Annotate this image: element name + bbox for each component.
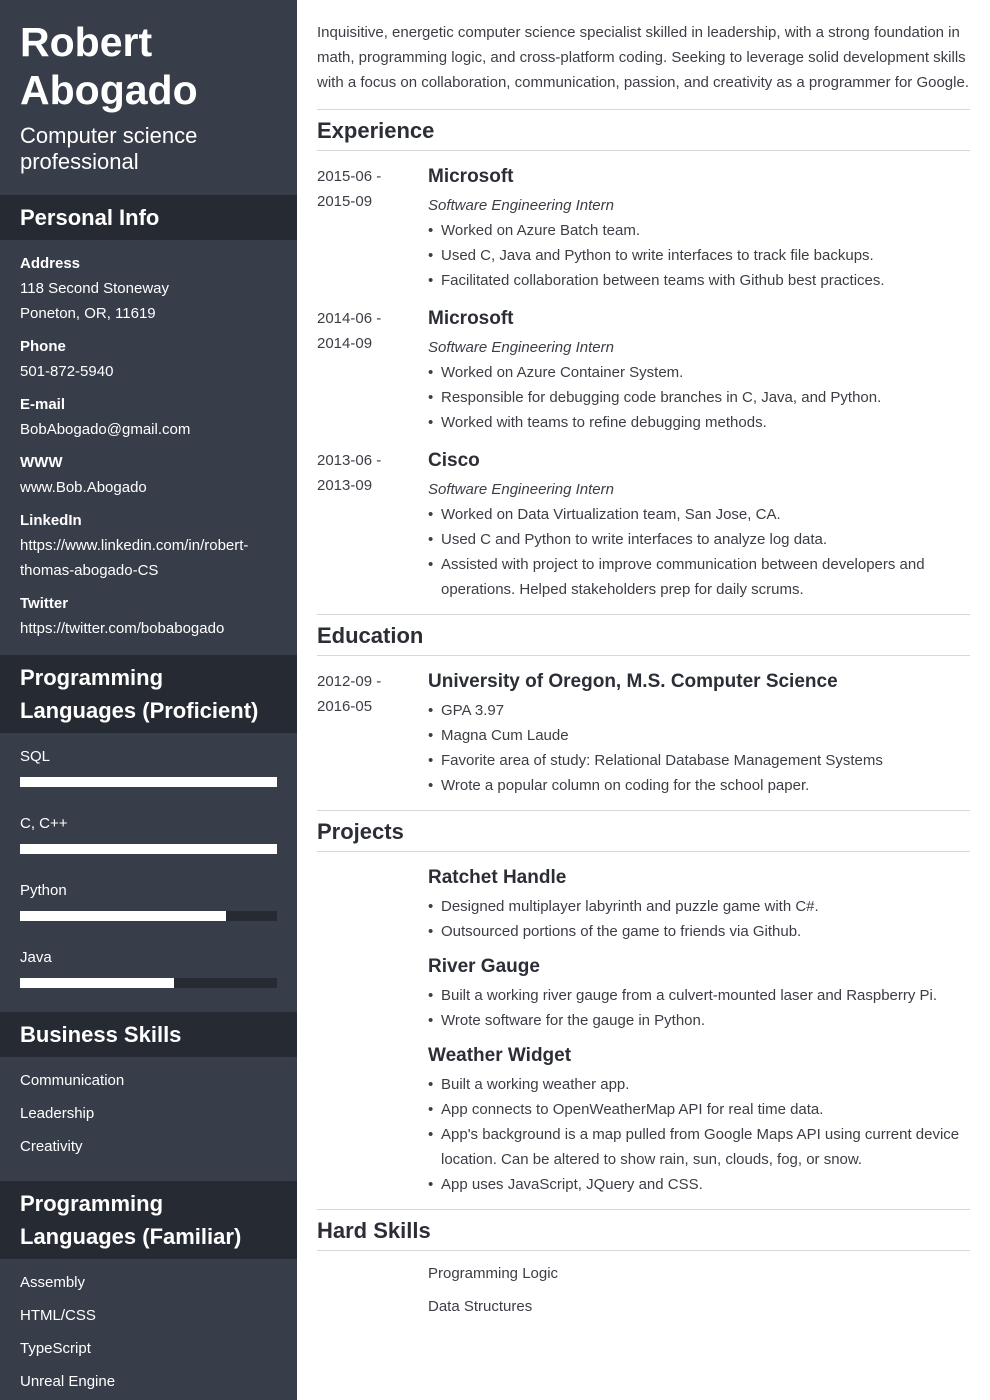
job-role: Software Engineering Intern [428, 339, 614, 356]
business-skill: Communication [20, 1072, 125, 1089]
job-title: Computer science professional [20, 123, 198, 174]
project-entry [317, 954, 970, 1033]
bullet-item: • Responsible for debugging code branches in C, Java, and Python. [428, 385, 970, 410]
skill-item [20, 878, 277, 921]
familiar-language: HTML/CSS [20, 1307, 96, 1324]
bullet-item: • Outsourced portions of the game to friends via Github. [428, 919, 970, 944]
experience-entry [317, 448, 970, 602]
date-end: 2015-09 [317, 193, 373, 210]
date-end: 2013-09 [317, 477, 373, 494]
address-label: Address [20, 255, 81, 272]
proficient-languages-section [0, 733, 297, 988]
date-start: 2012-09 - [317, 673, 382, 690]
experience-section [317, 110, 970, 615]
main-content [317, 0, 970, 1339]
familiar-language: Assembly [20, 1274, 86, 1291]
project-entry [317, 865, 970, 944]
bullet-item: • App connects to OpenWeatherMap API for real time data. [428, 1097, 970, 1122]
skill-level-bar [20, 844, 277, 854]
entry-date [317, 164, 428, 293]
project-name: River Gauge [428, 956, 540, 977]
skill-level-fill [20, 911, 226, 921]
experience-entry [317, 164, 970, 293]
hard-skill: Data Structures [428, 1298, 533, 1315]
bullet-item: • Assisted with project to improve communication between developers and operations. Helped stakeholders prep for daily scrums. [428, 552, 970, 602]
company-name: Microsoft [428, 308, 514, 329]
entry-body [428, 865, 970, 944]
education-section [317, 615, 970, 811]
hard-skill: Programming Logic [428, 1265, 559, 1282]
skill-name: Java [20, 949, 52, 966]
linkedin-link[interactable]: https://www.linkedin.com/in/robert-thomas-abogado-CS [20, 537, 249, 579]
first-name: Robert [20, 19, 153, 65]
address-value [20, 276, 277, 326]
address-line-2: Poneton, OR, 11619 [20, 305, 156, 322]
project-name: Ratchet Handle [428, 867, 567, 888]
date-start: 2014-06 - [317, 310, 382, 327]
entry-body [428, 1043, 970, 1197]
skill-level-bar [20, 978, 277, 988]
hard-skills-section [317, 1210, 970, 1339]
familiar-languages-heading: Programming Languages (Familiar) [0, 1181, 297, 1259]
business-skill: Leadership [20, 1105, 95, 1122]
sidebar [0, 0, 297, 1400]
hard-skills-list [317, 1261, 970, 1327]
bullet-item: • Facilitated collaboration between teams with Github best practices. [428, 268, 970, 293]
address-line-1: 118 Second Stoneway [20, 280, 169, 297]
bullet-item: • Worked on Data Virtualization team, San Jose, CA. [428, 502, 970, 527]
bullet-item: • App's background is a map pulled from Google Maps API using current device location. Can be altered to show rain, sun, clouds, fog, or snow. [428, 1122, 970, 1172]
experience-entry [317, 306, 970, 435]
email-link[interactable]: BobAbogado@gmail.com [20, 421, 191, 438]
business-skills-heading: Business Skills [0, 1012, 297, 1057]
skill-name: SQL [20, 748, 51, 765]
phone-value: 501-872-5940 [20, 363, 114, 380]
company-name: Cisco [428, 450, 480, 471]
school-name: University of Oregon, M.S. Computer Science [428, 671, 838, 692]
project-entry [317, 1043, 970, 1197]
personal-info-section [0, 240, 297, 655]
entry-body [428, 448, 970, 602]
bullet-item: • Built a working river gauge from a culvert-mounted laser and Raspberry Pi. [428, 983, 970, 1008]
website-link[interactable]: www.Bob.Abogado [20, 479, 147, 496]
email-label: E-mail [20, 396, 66, 413]
twitter-link[interactable]: https://twitter.com/bobabogado [20, 620, 225, 637]
business-skill: Creativity [20, 1138, 83, 1155]
bullet-item: • App uses JavaScript, JQuery and CSS. [428, 1172, 970, 1197]
date-end: 2014-09 [317, 335, 373, 352]
bullet-item: • Magna Cum Laude [428, 723, 970, 748]
skill-level-fill [20, 844, 277, 854]
familiar-languages-section [0, 1259, 297, 1400]
skill-name: Python [20, 882, 67, 899]
education-entry [317, 669, 970, 798]
bullet-item: • Worked on Azure Batch team. [428, 218, 970, 243]
skill-item [20, 744, 277, 787]
date-start: 2015-06 - [317, 168, 382, 185]
entry-date [317, 669, 428, 798]
business-skills-section [0, 1057, 297, 1181]
skill-level-fill [20, 777, 277, 787]
bullet-item: • Worked with teams to refine debugging methods. [428, 410, 970, 435]
candidate-name [20, 18, 277, 114]
bullet-item: • GPA 3.97 [428, 698, 970, 723]
phone-label: Phone [20, 338, 66, 355]
skill-item [20, 945, 277, 988]
date-start: 2013-06 - [317, 452, 382, 469]
date-end: 2016-05 [317, 698, 373, 715]
projects-section [317, 811, 970, 1210]
job-role: Software Engineering Intern [428, 481, 614, 498]
familiar-language: Unreal Engine [20, 1373, 116, 1390]
company-name: Microsoft [428, 166, 514, 187]
entry-date [317, 306, 428, 435]
bullet-item: • Built a working weather app. [428, 1072, 970, 1097]
education-heading: Education [317, 615, 970, 656]
last-name: Abogado [20, 67, 198, 113]
bullet-item: • Designed multiplayer labyrinth and puzzle game with C#. [428, 894, 970, 919]
linkedin-label: LinkedIn [20, 512, 82, 529]
project-name: Weather Widget [428, 1045, 572, 1066]
entry-body [428, 954, 970, 1033]
job-role: Software Engineering Intern [428, 197, 614, 214]
skill-level-bar [20, 777, 277, 787]
bullet-item: • Wrote a popular column on coding for the school paper. [428, 773, 970, 798]
www-label: WWW [20, 454, 63, 471]
hard-skills-heading: Hard Skills [317, 1210, 970, 1251]
bullet-item: • Favorite area of study: Relational Database Management Systems [428, 748, 970, 773]
entry-body [428, 164, 970, 293]
skill-level-bar [20, 911, 277, 921]
bullet-item: • Worked on Azure Container System. [428, 360, 970, 385]
bullet-item: • Used C and Python to write interfaces to analyze log data. [428, 527, 970, 552]
projects-heading: Projects [317, 811, 970, 852]
twitter-label: Twitter [20, 595, 69, 612]
familiar-language: TypeScript [20, 1340, 91, 1357]
bullet-item: • Used C, Java and Python to write interfaces to track file backups. [428, 243, 970, 268]
entry-date [317, 448, 428, 602]
proficient-languages-heading: Programming Languages (Proficient) [0, 655, 297, 733]
personal-info-heading: Personal Info [0, 195, 297, 240]
profile-header [0, 0, 297, 195]
skill-name: C, C++ [20, 815, 68, 832]
skill-item [20, 811, 277, 854]
entry-body [428, 669, 970, 798]
profile-summary: Inquisitive, energetic computer science specialist skilled in leadership, with a strong foundation in math, programming logic, and cross-platform coding. Seeking to leverage solid development skills with a focus on collaboration, communication, passion, and creativity as a programmer for Google. [317, 20, 970, 110]
bullet-item: • Wrote software for the gauge in Python. [428, 1008, 970, 1033]
entry-body [428, 306, 970, 435]
skill-level-fill [20, 978, 174, 988]
experience-heading: Experience [317, 110, 970, 151]
